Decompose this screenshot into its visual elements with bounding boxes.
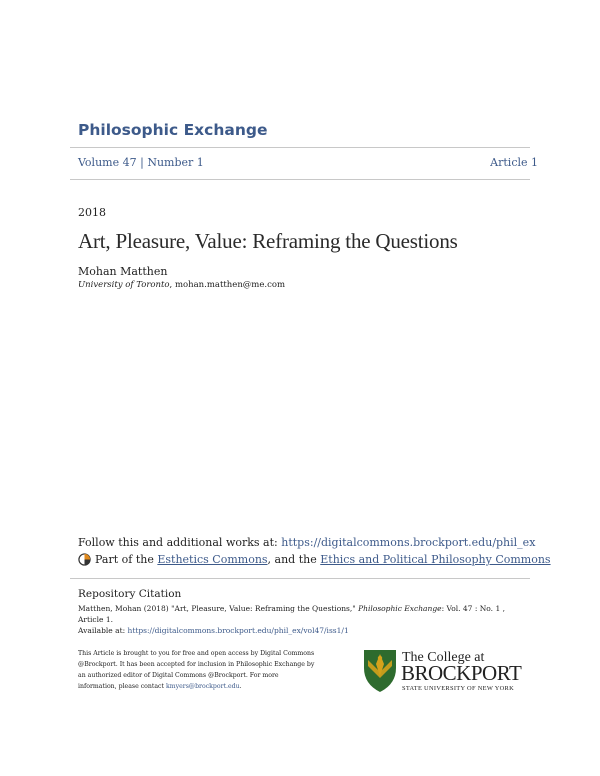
citation-text (78, 603, 518, 636)
contact-email-link[interactable]: kmyers@brockport.edu (165, 683, 240, 690)
available-at-label: Available at: (78, 626, 126, 635)
notice-period: . (239, 683, 242, 690)
notice-line-2: @Brockport. It has been accepted for inclusion in Philosophic Exchange by (78, 661, 315, 668)
ethics-commons-link[interactable]: Ethics and Political Philosophy Commons (320, 553, 551, 566)
publication-year: 2018 (78, 206, 106, 219)
collection-link[interactable]: https://digitalcommons.brockport.edu/phil_ex (281, 536, 536, 549)
logo-line-1: The College at (402, 650, 485, 665)
repository-citation-heading: Repository Citation (78, 588, 182, 600)
author-name: Mohan Matthen (78, 265, 168, 278)
logo-line-3: STATE UNIVERSITY OF NEW YORK (402, 685, 515, 692)
notice-contact-text: information, please contact (78, 683, 164, 690)
number-link[interactable]: Number 1 (147, 156, 204, 169)
logo-line-2: BROCKPORT (401, 661, 522, 685)
citation-line-2 (78, 625, 518, 636)
citation-post: : Vol. 47 : No. 1 , Article 1. (78, 604, 505, 624)
part-of-line (78, 553, 551, 566)
citation-rule (70, 578, 530, 579)
brockport-logo (362, 646, 527, 696)
author-email: mohan.matthen@me.com (174, 280, 286, 290)
esthetics-commons-link[interactable]: Esthetics Commons (157, 553, 268, 566)
notice-line-3: an authorized editor of Digital Commons @Brockport. For more (78, 672, 279, 679)
volume-line (78, 156, 538, 169)
brockport-logo-graphic (362, 646, 527, 696)
volume-separator: | (140, 156, 144, 169)
network-commons-icon (78, 553, 91, 566)
notice-line-1: This Article is brought to you for free and open access by Digital Commons (78, 650, 315, 657)
notice-line-4 (78, 681, 318, 692)
part-of-prefix: Part of the (95, 553, 154, 566)
part-of-mid: , and the (267, 553, 317, 566)
institution: University of Toronto (78, 280, 170, 290)
article-link[interactable]: Article 1 (490, 156, 538, 169)
header-bottom-rule (70, 179, 530, 180)
follow-text: Follow this and additional works at: (78, 536, 278, 549)
journal-title[interactable]: Philosophic Exchange (78, 121, 268, 139)
access-notice (78, 648, 318, 692)
affil-comma: , (169, 280, 175, 290)
author-affiliation (78, 280, 285, 290)
header-top-rule (70, 147, 530, 148)
citation-pre: Matthen, Mohan (2018) "Art, Pleasure, Value: Reframing the Questions," (78, 604, 356, 613)
citation-journal: Philosophic Exchange (358, 604, 442, 613)
article-title: Art, Pleasure, Value: Reframing the Questions (78, 229, 458, 253)
volume-link[interactable]: Volume 47 (78, 156, 137, 169)
citation-line-1 (78, 603, 518, 625)
citation-url-link[interactable]: https://digitalcommons.brockport.edu/phil_ex/vol47/iss1/1 (127, 626, 349, 635)
follow-line (78, 536, 535, 549)
